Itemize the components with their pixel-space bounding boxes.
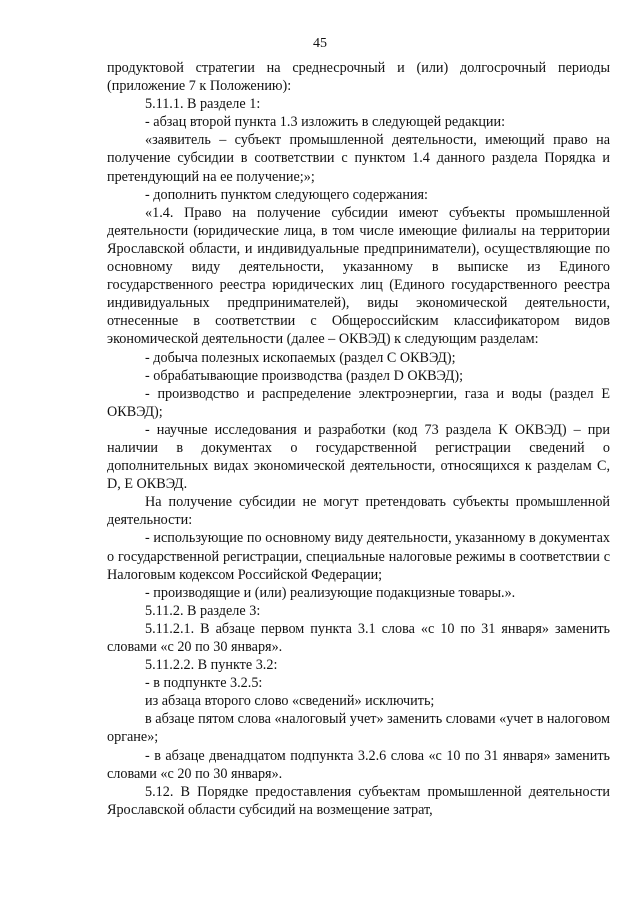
page-number: 45 [313, 36, 327, 51]
paragraph: 5.11.1. В разделе 1: [145, 96, 261, 113]
paragraph: «1.4. Право на получение субсидии имеют субъекты промышленной деятельности (юридические лица, в том числе имеющие филиалы на территории Ярославской области, и индивидуальные предприниматели), осуществляющие по основному виду деятельности, указанному в выписке из Единого государственного реестра юридических лиц (Единого государственного реестра индивидуальных предпринимателей), виды экономической деятельности, отнесенные в соответствии с Общероссийским классификатором видов экономической деятельности (далее – ОКВЭД) к следующим разделам: [107, 204, 610, 348]
paragraph: 5.11.2.2. В пункте 3.2: [145, 657, 278, 674]
paragraph: - производство и распределение электроэнергии, газа и воды (раздел Е ОКВЭД); [107, 385, 610, 420]
paragraph: 5.11.2.1. В абзаце первом пункта 3.1 слова «с 10 по 31 января» заменить словами «с 20 по 30 января». [107, 620, 610, 655]
paragraph: - производящие и (или) реализующие подакцизные товары.». [145, 584, 516, 601]
paragraph: «заявитель – субъект промышленной деятельности, имеющий право на получение субсидии в соответствии с пунктом 1.4 данного раздела Порядка и претендующий на ее получение;»; [107, 132, 610, 185]
paragraph: продуктовой стратегии на среднесрочный и (или) долгосрочный периоды (приложение 7 к Положению): [107, 60, 610, 95]
paragraph: - использующие по основному виду деятельности, указанному в документах о государственной регистрации, специальные налоговые режимы в соответствии с Налоговым кодексом Российской Федерации; [107, 530, 610, 583]
paragraph: На получение субсидии не могут претендовать субъекты промышленной деятельности: [107, 494, 610, 529]
paragraph: - научные исследования и разработки (код 73 раздела К ОКВЭД) – при наличии в документах о государственной регистрации сведений о дополнительных видах экономической деятельности, относящихся к разделам С, D, Е ОКВЭД. [107, 421, 610, 493]
paragraph: в абзаце пятом слова «налоговый учет» заменить словами «учет в налоговом органе»; [107, 711, 610, 746]
paragraph: - в подпункте 3.2.5: [145, 675, 263, 692]
paragraph: - дополнить пунктом следующего содержания: [145, 186, 428, 203]
paragraph: - в абзаце двенадцатом подпункта 3.2.6 слова «с 10 по 31 января» заменить словами «с 20 по 30 января». [107, 747, 610, 782]
paragraph: - обрабатывающие производства (раздел D ОКВЭД); [145, 367, 464, 384]
paragraph: - абзац второй пункта 1.3 изложить в следующей редакции: [145, 114, 506, 131]
paragraph: - добыча полезных ископаемых (раздел С ОКВЭД); [145, 349, 456, 366]
paragraph: 5.11.2. В разделе 3: [145, 602, 261, 619]
document-body [107, 59, 610, 819]
paragraph: 5.12. В Порядке предоставления субъектам промышленной деятельности Ярославской области субсидий на возмещение затрат, [107, 783, 610, 818]
paragraph: из абзаца второго слово «сведений» исключить; [145, 693, 435, 710]
